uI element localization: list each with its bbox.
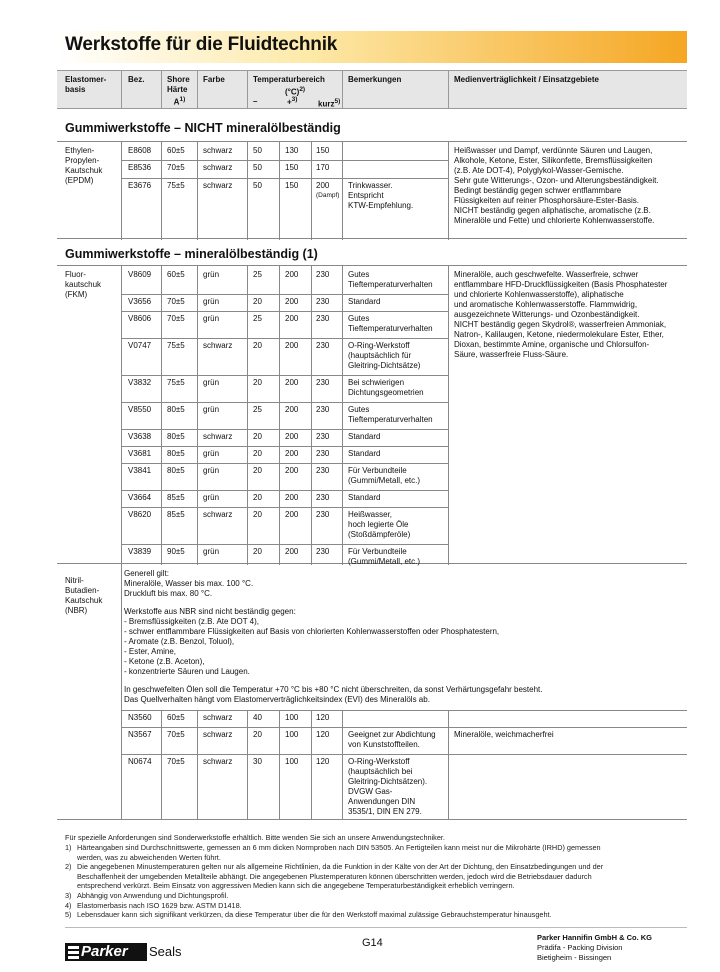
col-farbe: Farbe (203, 75, 225, 84)
row-temp-kurz: 230 (316, 432, 330, 441)
row-bemerkung: Bei schwierigen Dichtungsgeometrien (348, 378, 424, 397)
row-temp-max: 200 (285, 341, 299, 350)
row-shore: 70±5 (167, 314, 185, 323)
row-shore: 70±5 (167, 163, 185, 172)
row-farbe: schwarz (203, 713, 233, 722)
row-farbe: grün (203, 314, 220, 323)
row-temp-max: 200 (285, 510, 299, 519)
row-temp-kurz: 230 (316, 493, 330, 502)
row-temp-max: 200 (285, 466, 299, 475)
row-farbe: grün (203, 378, 220, 387)
row-temp-kurz: 150 (316, 146, 330, 155)
row-temp-kurz: 230 (316, 510, 330, 519)
row-temp-max: 100 (285, 713, 299, 722)
table-epdm (57, 141, 687, 239)
row-shore: 80±5 (167, 466, 185, 475)
row-temp-min: 30 (253, 757, 262, 766)
row-farbe: schwarz (203, 510, 233, 519)
row-temp-min: 50 (253, 163, 262, 172)
row-shore: 80±5 (167, 432, 185, 441)
row-temp-max: 200 (285, 297, 299, 306)
row-temp-min: 50 (253, 181, 262, 190)
row-farbe: schwarz (203, 181, 233, 190)
row-temp-min: 20 (253, 730, 262, 739)
row-shore: 75±5 (167, 341, 185, 350)
row-temp-min: 20 (253, 449, 262, 458)
row-shore: 60±5 (167, 146, 185, 155)
row-bez: V8620 (128, 510, 152, 519)
row-temp-max: 200 (285, 405, 299, 414)
row-temp-kurz: 120 (316, 730, 330, 739)
col-bemerkungen: Bemerkungen (348, 75, 402, 84)
row-bez: V3664 (128, 493, 152, 502)
nbr-note: In geschwefelten Ölen soll die Temperatur +70 °C bis +80 °C nicht überschreiten, da sonst Verhärtungsgefahr besteht. Das Quellverhalten hängt vom Elastomerverträglichkeitsindex (EVI) des Mineralöls ab. (124, 685, 543, 704)
row-temp-kurz: 230 (316, 449, 330, 458)
row-shore: 80±5 (167, 405, 185, 414)
col-temp-min: – (253, 97, 258, 106)
footnote-2: entsprechend verkürzt. Beim Einsatz von aggressiven Medien kann sich die angegebene Temperaturbeständigkeit erheblich verringern. (77, 881, 515, 891)
nbr-not-resistant: Werkstoffe aus NBR sind nicht beständig gegen: - Bremsflüssigkeiten (z.B. Ate DOT 4), - schwer entflammbare Flüssigkeiten auf Basis von chlorierten Kohlenwasserstoffen oder Phosphatestern, - Aromate (z.B. Benzol, Toluol), - Ester, Amine, - Ketone (z.B. Aceton), - konzentrierte Säuren und Laugen. (124, 607, 500, 676)
footer-divider (65, 927, 687, 928)
row-bez: V3832 (128, 378, 152, 387)
row-temp-min: 25 (253, 270, 262, 279)
row-farbe: grün (203, 297, 220, 306)
row-temp-min: 25 (253, 314, 262, 323)
row-temp-min: 40 (253, 713, 262, 722)
row-temp-min: 50 (253, 146, 262, 155)
table-fkm (57, 265, 687, 564)
row-shore: 70±5 (167, 730, 185, 739)
row-temp-kurz: 230 (316, 341, 330, 350)
row-bez: E8536 (128, 163, 152, 172)
col-temp-kurz: kurz$^{5)}$ (318, 98, 341, 109)
row-bez: E8608 (128, 146, 152, 155)
row-farbe: grün (203, 493, 220, 502)
row-shore: 80±5 (167, 449, 185, 458)
footnote-intro: Für spezielle Anforderungen sind Sonderwerkstoffe erhältlich. Bitte wenden Sie sich an unsere Anwendungstechniker. (65, 833, 445, 842)
page-number: G14 (362, 937, 383, 949)
row-bez: V3839 (128, 547, 152, 556)
row-temp-max: 150 (285, 163, 299, 172)
row-farbe: grün (203, 547, 220, 556)
row-bemerkung: Standard (348, 449, 381, 458)
row-temp-kurz: 230 (316, 466, 330, 475)
medien-epdm: Heißwasser und Dampf, verdünnte Säuren und Laugen, Alkohole, Ketone, Ester, Silikonfette, Bremsflüssigkeiten (z.B. Ate DOT-4), Polyglykol-Wasser-Gemische. Sehr gute Witterungs-, Ozon- und Alterungsbeständigkeit. Bedingt beständig gegen schwer entflammbare Flüssigkeiten auf reiner Phosphorsäure-Ester-Basis. NICHT beständig gegen aliphatische, aromatische (z.B. Mineralöle und Fette) und chlorierte Kohlenwasserstoffe. (454, 146, 659, 225)
footnote-4: 4) Elastomerbasis nach ISO 1629 bzw. ASTM D1418. (65, 900, 242, 910)
row-shore: 75±5 (167, 181, 185, 190)
row-farbe: schwarz (203, 146, 233, 155)
row-shore: 60±5 (167, 270, 185, 279)
basis-epdm: Ethylen- Propylen- Kautschuk (EPDM) (65, 146, 103, 185)
row-temp-kurz: 170 (316, 163, 330, 172)
row-farbe: grün (203, 449, 220, 458)
row-medien: Mineralöle, weichmacherfrei (454, 730, 554, 739)
row-bemerkung: Gutes Tieftemperaturverhalten (348, 314, 433, 333)
row-bez: V8550 (128, 405, 152, 414)
row-temp-kurz: 120 (316, 757, 330, 766)
footnote-3: 3) Abhängig von Anwendung und Dichtungsprofil. (65, 891, 229, 900)
row-shore: 60±5 (167, 713, 185, 722)
row-temp-min: 20 (253, 297, 262, 306)
row-bemerkung: Geeignet zur Abdichtung von Kunststoffteilen. (348, 730, 436, 749)
col-temp: Temperaturbereich (253, 75, 325, 84)
col-temp-unit: $(^\circ C)^{2)}$ (285, 86, 306, 97)
footnote-2: Beschaffenheit der umgebenden Metallteile abhängt. Die angegebenen Plustemperaturen können überschritten werden, jedoch wird die Betriebsdauer dadurch (77, 871, 592, 881)
row-temp-kurz: 230 (316, 314, 330, 323)
row-farbe: grün (203, 405, 220, 414)
row-temp-max: 130 (285, 146, 299, 155)
row-temp-max: 100 (285, 730, 299, 739)
parker-logo: Parker (65, 943, 147, 961)
row-shore: 70±5 (167, 297, 185, 306)
row-bemerkung: Heißwasser, hoch legierte Öle (Stoßdämpferöle) (348, 510, 411, 539)
row-farbe: grün (203, 466, 220, 475)
row-bez: N3560 (128, 713, 152, 722)
row-temp-max: 200 (285, 314, 299, 323)
row-shore: 90±5 (167, 547, 185, 556)
row-temp-min: 20 (253, 466, 262, 475)
row-bemerkung: O-Ring-Werkstoff (hauptsächlich für Gleitring-Dichtsätze) (348, 341, 421, 370)
row-bez: V3638 (128, 432, 152, 441)
row-bemerkung: Standard (348, 297, 381, 306)
column-header (57, 70, 687, 109)
row-temp-max: 150 (285, 181, 299, 190)
row-farbe: schwarz (203, 757, 233, 766)
row-bez: V8609 (128, 270, 152, 279)
row-temp-kurz: 230 (316, 378, 330, 387)
row-temp-min: 20 (253, 547, 262, 556)
seals-label: Seals (149, 944, 182, 959)
row-bemerkung: O-Ring-Werkstoff (hauptsächlich bei Gleitring-Dichtsätzen). DVGW Gas- Anwendungen DIN 3535/1, DIN EN 279. (348, 757, 428, 816)
row-temp-max: 200 (285, 270, 299, 279)
row-temp-kurz: 230 (316, 405, 330, 414)
row-temp-max: 200 (285, 449, 299, 458)
row-temp-kurz: 200 (316, 181, 330, 190)
row-bez: N3567 (128, 730, 152, 739)
col-temp-max: +$^{3)}$ (287, 96, 298, 107)
row-farbe: schwarz (203, 163, 233, 172)
page-title: Werkstoffe für die Fluidtechnik (65, 34, 338, 55)
row-temp-min: 20 (253, 341, 262, 350)
row-bez: N0674 (128, 757, 152, 766)
row-temp-min: 20 (253, 378, 262, 387)
row-shore: 75±5 (167, 378, 185, 387)
row-bemerkung: Trinkwasser. Entspricht KTW-Empfehlung. (348, 181, 414, 210)
section-title-1: Gummiwerkstoffe – NICHT mineralölbeständig (65, 121, 341, 135)
row-bez: V3681 (128, 449, 152, 458)
row-temp-note: (Dampf) (316, 192, 340, 199)
col-basis: Elastomer- basis (65, 75, 107, 94)
row-bez: V3841 (128, 466, 152, 475)
footnote-1: werden, was zu abweichenden Werten führt. (77, 852, 221, 862)
row-temp-kurz: 230 (316, 297, 330, 306)
row-temp-kurz: 230 (316, 547, 330, 556)
col-bez: Bez. (128, 75, 145, 84)
row-temp-max: 100 (285, 757, 299, 766)
row-shore: 70±5 (167, 757, 185, 766)
row-temp-kurz: 120 (316, 713, 330, 722)
row-farbe: schwarz (203, 432, 233, 441)
row-bemerkung: Gutes Tieftemperaturverhalten (348, 270, 433, 289)
row-bemerkung: Für Verbundteile (Gummi/Metall, etc.) (348, 466, 421, 485)
row-temp-max: 200 (285, 378, 299, 387)
row-temp-min: 20 (253, 510, 262, 519)
row-bez: V3656 (128, 297, 152, 306)
section-title-2: Gummiwerkstoffe – mineralölbeständig (1) (65, 247, 318, 261)
row-bemerkung: Standard (348, 493, 381, 502)
row-farbe: schwarz (203, 341, 233, 350)
company-info: Parker Hannifin GmbH & Co. KG Prädifa - Packing Division Bietigheim - Bissingen (537, 933, 653, 962)
row-shore: 85±5 (167, 493, 185, 502)
footnote-5: 5) Lebensdauer kann sich signifikant verkürzen, da diese Temperatur über die für den Werkstoff maximal zulässige Gebrauchstemperatur hinausgeht. (65, 910, 552, 920)
row-temp-max: 200 (285, 493, 299, 502)
nbr-general: Generell gilt: Mineralöle, Wasser bis max. 100 °C. Druckluft bis max. 80 °C. (124, 569, 254, 598)
row-farbe: schwarz (203, 730, 233, 739)
row-temp-min: 25 (253, 405, 262, 414)
basis-fkm: Fluor- kautschuk (FKM) (65, 270, 102, 299)
row-bez: V8606 (128, 314, 152, 323)
row-bemerkung: Standard (348, 432, 381, 441)
basis-nbr: Nitril- Butadien- Kautschuk (NBR) (65, 576, 103, 615)
row-bez: V0747 (128, 341, 152, 350)
row-farbe: grün (203, 270, 220, 279)
col-medien: Medienverträglichkeit / Einsatzgebiete (454, 75, 599, 84)
col-shore: Shore Härte $A^{1)}$ (167, 75, 190, 107)
row-shore: 85±5 (167, 510, 185, 519)
table-nbr (57, 564, 687, 820)
row-temp-max: 200 (285, 547, 299, 556)
medien-fkm: Mineralöle, auch geschwefelte. Wasserfreie, schwer entflammbare HFD-Druckflüssigkeiten (Basis Phosphatester und chlorierte Kohlenwasserstoffe), aliphatische und aromatische Kohlenwasserstoffe. Flammwidrig, ausgezeichnete Witterungs- und Ozonbeständigkeit. NICHT beständig gegen Skydrol®, wasserfreien Ammoniak, Natron-, Kalilaugen, Ketone, niedermolekulare Ester, Ether, Dioxan, bestimmte Amine, organische und Chlorsulfon- Säure, wasserfreie Fluss-Säure. (454, 270, 668, 359)
row-bemerkung: Für Verbundteile (Gummi/Metall, etc.) (348, 547, 421, 566)
row-temp-max: 200 (285, 432, 299, 441)
row-temp-min: 20 (253, 493, 262, 502)
row-temp-min: 20 (253, 432, 262, 441)
row-bemerkung: Gutes Tieftemperaturverhalten (348, 405, 433, 424)
footnote-2: 2) Die angegebenen Minustemperaturen gelten nur als allgemeine Richtlinien, da die Funktion in der Kälte von der Art der Dichtung, den Einsatzbedingungen und der (65, 862, 604, 872)
footnote-1: 1) Härteangaben sind Durchschnittswerte, gemessen an 6 mm dicken Normproben nach DIN 53505. An Fertigteilen kann meist nur die Mikrohärte (IRHD) gemessen (65, 843, 601, 852)
row-bez: E3676 (128, 181, 152, 190)
row-temp-kurz: 230 (316, 270, 330, 279)
